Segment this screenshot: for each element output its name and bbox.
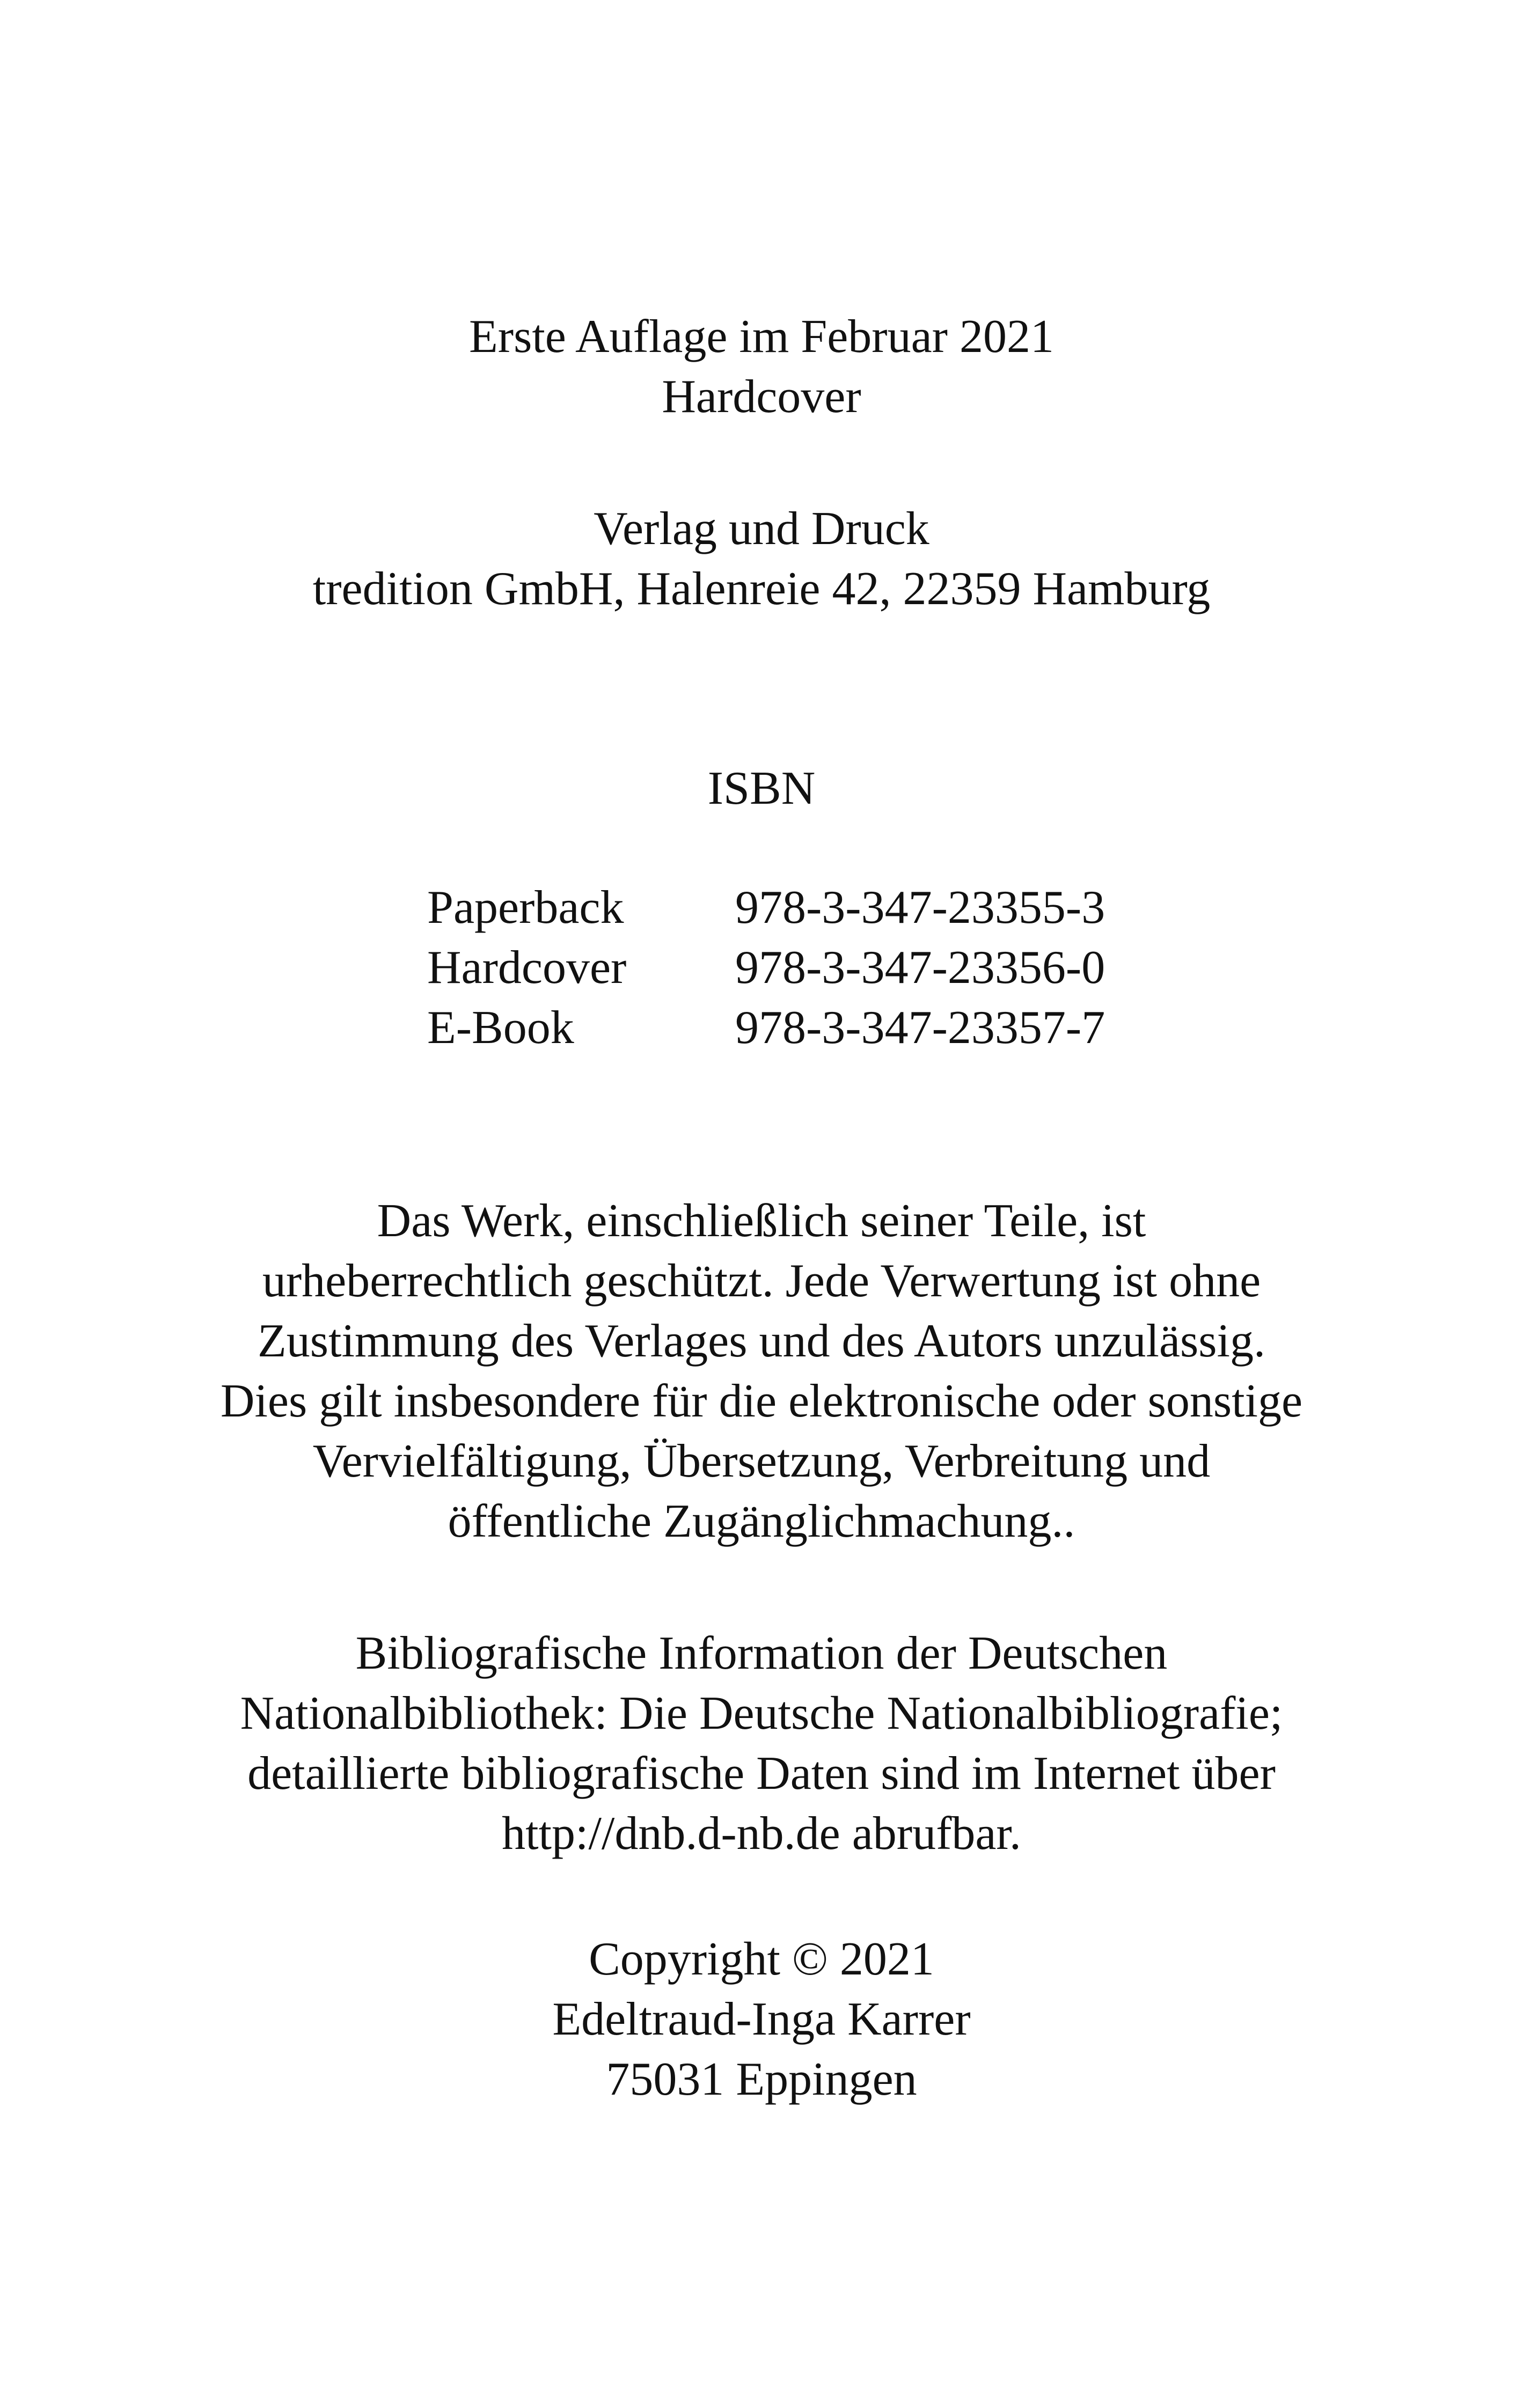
author-name: Edeltraud-Inga Karrer: [552, 1993, 971, 2045]
isbn-label-paperback: Paperback: [427, 882, 624, 934]
copyright-line: Copyright © 2021: [589, 1933, 934, 1985]
isbn-number-paperback: 978-3-347-23355-3: [735, 882, 1105, 934]
rights-notice-line: öffentliche Zugänglichmachung..: [448, 1495, 1075, 1547]
edition-format: Hardcover: [662, 371, 861, 423]
bibliographic-line: Nationalbibliothek: Die Deutsche Nationalbibliografie;: [240, 1687, 1283, 1739]
bibliographic-url-line: http://dnb.d-nb.de abrufbar.: [502, 1808, 1021, 1860]
bibliographic-line: detaillierte bibliografische Daten sind im Internet über: [247, 1748, 1276, 1800]
author-location: 75031 Eppingen: [606, 2053, 917, 2105]
edition-line: Erste Auflage im Februar 2021: [469, 311, 1054, 363]
isbn-label-ebook: E-Book: [427, 1002, 574, 1054]
rights-notice-line: Dies gilt insbesondere für die elektronische oder sonstige: [220, 1375, 1303, 1427]
rights-notice-line: Vervielfältigung, Übersetzung, Verbreitung und: [312, 1435, 1211, 1487]
isbn-heading: ISBN: [707, 762, 816, 814]
bibliographic-line: Bibliografische Information der Deutschen: [355, 1627, 1168, 1679]
publisher-address: tredition GmbH, Halenreie 42, 22359 Hamburg: [312, 563, 1211, 615]
isbn-number-ebook: 978-3-347-23357-7: [735, 1002, 1105, 1054]
rights-notice-line: Zustimmung des Verlages und des Autors unzulässig.: [258, 1315, 1265, 1367]
publisher-heading: Verlag und Druck: [594, 503, 929, 555]
isbn-number-hardcover: 978-3-347-23356-0: [735, 942, 1105, 994]
rights-notice-line: Das Werk, einschließlich seiner Teile, ist: [377, 1195, 1146, 1247]
rights-notice-line: urheberrechtlich geschützt. Jede Verwertung ist ohne: [262, 1255, 1261, 1307]
isbn-label-hardcover: Hardcover: [427, 942, 627, 994]
